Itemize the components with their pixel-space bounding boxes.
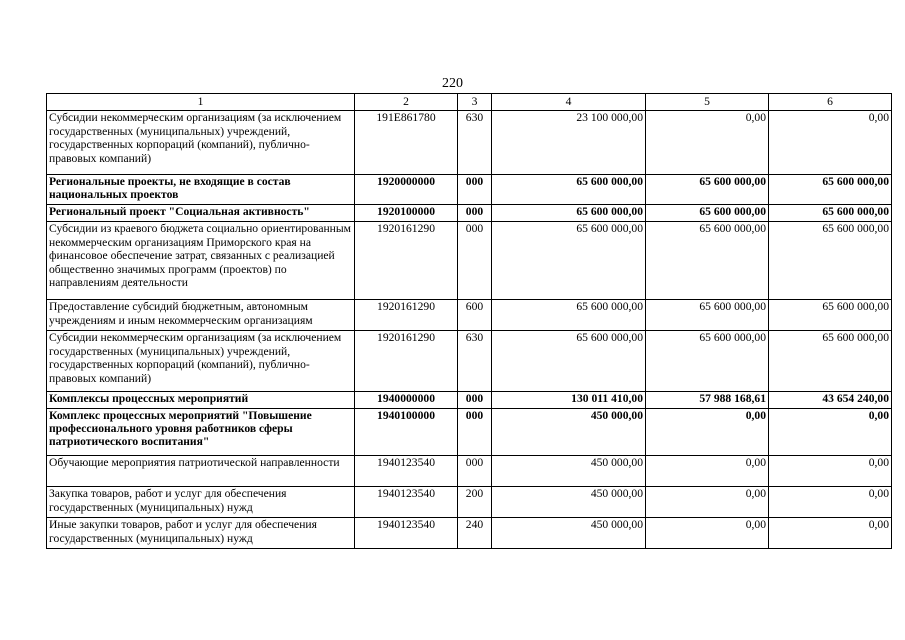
page-number: 220 bbox=[442, 76, 463, 91]
row-amount-col6: 0,00 bbox=[769, 456, 892, 487]
row-amount-col4: 450 000,00 bbox=[492, 456, 646, 487]
row-expense-type: 200 bbox=[458, 487, 492, 518]
row-target-code: 1940123540 bbox=[355, 456, 458, 487]
header-row bbox=[47, 94, 892, 111]
row-amount-col4: 65 600 000,00 bbox=[492, 205, 646, 222]
row-amount-col4: 23 100 000,00 bbox=[492, 111, 646, 175]
row-amount-col5: 65 600 000,00 bbox=[646, 175, 769, 205]
row-amount-col6: 0,00 bbox=[769, 518, 892, 549]
row-amount-col4: 65 600 000,00 bbox=[492, 331, 646, 392]
row-amount-col6: 65 600 000,00 bbox=[769, 175, 892, 205]
row-target-code: 1940123540 bbox=[355, 518, 458, 549]
table-row bbox=[47, 456, 892, 487]
row-amount-col6: 0,00 bbox=[769, 487, 892, 518]
table-row bbox=[47, 487, 892, 518]
row-amount-col4: 65 600 000,00 bbox=[492, 175, 646, 205]
budget-table bbox=[46, 93, 892, 549]
row-target-code: 1920100000 bbox=[355, 205, 458, 222]
column-header-5: 5 bbox=[646, 94, 769, 111]
row-name: Региональный проект "Социальная активность" bbox=[47, 205, 355, 222]
row-expense-type: 600 bbox=[458, 300, 492, 331]
row-amount-col5: 65 600 000,00 bbox=[646, 331, 769, 392]
row-expense-type: 000 bbox=[458, 205, 492, 222]
row-amount-col5: 0,00 bbox=[646, 409, 769, 456]
column-header-3: 3 bbox=[458, 94, 492, 111]
row-name: Субсидии некоммерческим организациям (за исключением государственных (муниципальных) учреждений, государственных корпораций (компаний), публично-правовых компаний) bbox=[47, 331, 355, 392]
row-expense-type: 630 bbox=[458, 111, 492, 175]
row-amount-col6: 0,00 bbox=[769, 111, 892, 175]
row-amount-col5: 0,00 bbox=[646, 518, 769, 549]
row-amount-col5: 57 988 168,61 bbox=[646, 392, 769, 409]
row-amount-col4: 130 011 410,00 bbox=[492, 392, 646, 409]
table-row bbox=[47, 205, 892, 222]
row-name: Комплекс процессных мероприятий "Повышение профессионального уровня работников сферы патриотического воспитания" bbox=[47, 409, 355, 456]
table-row bbox=[47, 331, 892, 392]
row-amount-col5: 65 600 000,00 bbox=[646, 300, 769, 331]
row-name: Закупка товаров, работ и услуг для обеспечения государственных (муниципальных) нужд bbox=[47, 487, 355, 518]
row-amount-col5: 65 600 000,00 bbox=[646, 205, 769, 222]
row-name: Иные закупки товаров, работ и услуг для обеспечения государственных (муниципальных) нужд bbox=[47, 518, 355, 549]
row-amount-col6: 65 600 000,00 bbox=[769, 205, 892, 222]
table-row bbox=[47, 222, 892, 300]
row-name: Субсидии из краевого бюджета социально ориентированным некоммерческим организациям Приморского края на финансовое обеспечение затрат, связанных с реализацией общественно значимых программ (проектов) по направлениям деятельности bbox=[47, 222, 355, 300]
row-target-code: 1940123540 bbox=[355, 487, 458, 518]
row-name: Обучающие мероприятия патриотической направленности bbox=[47, 456, 355, 487]
row-amount-col6: 65 600 000,00 bbox=[769, 222, 892, 300]
row-expense-type: 000 bbox=[458, 392, 492, 409]
column-header-4: 4 bbox=[492, 94, 646, 111]
row-amount-col5: 0,00 bbox=[646, 456, 769, 487]
row-name: Комплексы процессных мероприятий bbox=[47, 392, 355, 409]
row-target-code: 1920161290 bbox=[355, 222, 458, 300]
row-target-code: 1940000000 bbox=[355, 392, 458, 409]
row-amount-col4: 65 600 000,00 bbox=[492, 222, 646, 300]
row-amount-col4: 65 600 000,00 bbox=[492, 300, 646, 331]
row-amount-col6: 0,00 bbox=[769, 409, 892, 456]
column-header-2: 2 bbox=[355, 94, 458, 111]
row-expense-type: 240 bbox=[458, 518, 492, 549]
row-amount-col5: 0,00 bbox=[646, 487, 769, 518]
column-header-6: 6 bbox=[769, 94, 892, 111]
row-expense-type: 000 bbox=[458, 175, 492, 205]
table-row bbox=[47, 392, 892, 409]
row-name: Региональные проекты, не входящие в состав национальных проектов bbox=[47, 175, 355, 205]
column-header-1: 1 bbox=[47, 94, 355, 111]
row-name: Предоставление субсидий бюджетным, автономным учреждениям и иным некоммерческим организациям bbox=[47, 300, 355, 331]
row-target-code: 1940100000 bbox=[355, 409, 458, 456]
table-row bbox=[47, 518, 892, 549]
row-target-code: 1920161290 bbox=[355, 331, 458, 392]
row-expense-type: 630 bbox=[458, 331, 492, 392]
row-amount-col4: 450 000,00 bbox=[492, 409, 646, 456]
row-name: Субсидии некоммерческим организациям (за исключением государственных (муниципальных) учреждений, государственных корпораций (компаний), публично-правовых компаний) bbox=[47, 111, 355, 175]
row-target-code: 1920161290 bbox=[355, 300, 458, 331]
table-row bbox=[47, 300, 892, 331]
row-amount-col5: 0,00 bbox=[646, 111, 769, 175]
table-row bbox=[47, 175, 892, 205]
row-amount-col4: 450 000,00 bbox=[492, 518, 646, 549]
row-amount-col6: 65 600 000,00 bbox=[769, 300, 892, 331]
row-expense-type: 000 bbox=[458, 222, 492, 300]
row-target-code: 191E861780 bbox=[355, 111, 458, 175]
row-amount-col4: 450 000,00 bbox=[492, 487, 646, 518]
row-amount-col6: 65 600 000,00 bbox=[769, 331, 892, 392]
row-amount-col6: 43 654 240,00 bbox=[769, 392, 892, 409]
row-expense-type: 000 bbox=[458, 456, 492, 487]
row-expense-type: 000 bbox=[458, 409, 492, 456]
table-row bbox=[47, 111, 892, 175]
table-row bbox=[47, 409, 892, 456]
row-target-code: 1920000000 bbox=[355, 175, 458, 205]
row-amount-col5: 65 600 000,00 bbox=[646, 222, 769, 300]
